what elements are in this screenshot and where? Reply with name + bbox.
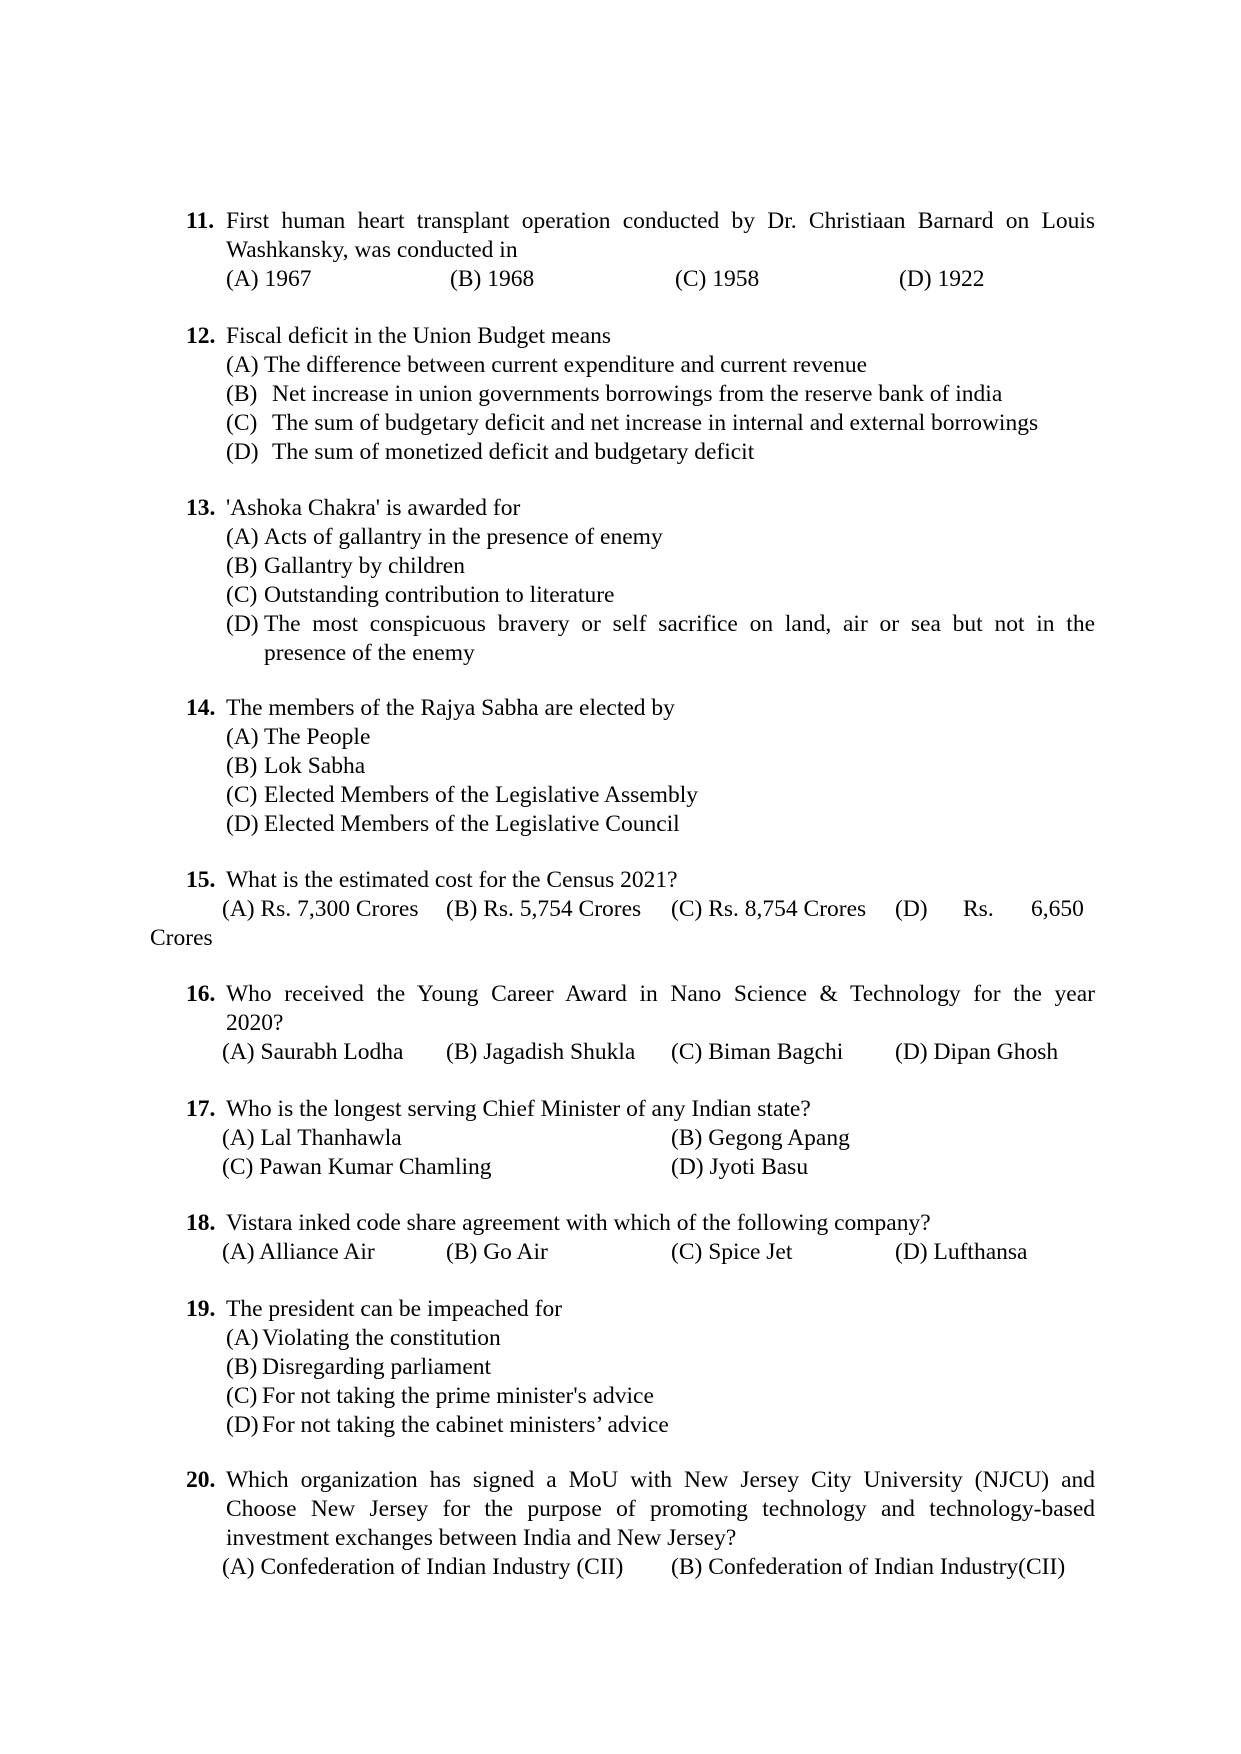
option-d-currency: Rs. bbox=[963, 896, 994, 922]
options-row bbox=[0, 895, 1241, 924]
question-stem-continued: Washkansky, was conducted in bbox=[226, 237, 518, 263]
options-row bbox=[0, 265, 1241, 294]
option-a: (A) Violating the constitution bbox=[226, 1325, 501, 1351]
option-a: (A) Saurabh Lodha bbox=[222, 1039, 404, 1065]
options-list bbox=[0, 723, 1095, 839]
option-b: (B) 1968 bbox=[450, 266, 535, 292]
question-stem: Who is the longest serving Chief Minister of any Indian state? bbox=[226, 1096, 811, 1122]
option-d: (D) For not taking the cabinet ministers’ advice bbox=[226, 1412, 669, 1438]
option-b: (B) Go Air bbox=[446, 1239, 548, 1265]
option-c: (C) For not taking the prime minister's advice bbox=[226, 1383, 654, 1409]
option-a: (A) Rs. 7,300 Crores bbox=[222, 896, 419, 922]
option-b: (B) Jagadish Shukla bbox=[446, 1039, 636, 1065]
options-row bbox=[0, 1038, 1241, 1067]
option-d: (D) 1922 bbox=[899, 266, 985, 292]
option-b: (B) Disregarding parliament bbox=[226, 1354, 492, 1380]
question-19 bbox=[0, 1295, 1241, 1440]
option-b: (B) Confederation of Indian Industry(CII) bbox=[671, 1554, 1066, 1580]
option-d-amount: 6,650 bbox=[1031, 896, 1084, 922]
question-14 bbox=[0, 694, 1241, 839]
question-20 bbox=[0, 1466, 1241, 1582]
question-stem-continued: Choose New Jersey for the purpose of promoting technology and technology-based bbox=[226, 1496, 1095, 1522]
options-row bbox=[0, 1153, 1241, 1182]
question-stem: What is the estimated cost for the Census 2021? bbox=[226, 867, 678, 893]
options-list bbox=[0, 523, 1095, 668]
option-c: (C) The sum of budgetary deficit and net increase in internal and external borrowings bbox=[226, 410, 1039, 436]
question-stem-continued: investment exchanges between India and New Jersey? bbox=[226, 1525, 737, 1551]
option-d: (D) Jyoti Basu bbox=[671, 1154, 809, 1180]
option-a: (A) 1967 bbox=[226, 266, 312, 292]
question-number: 15. bbox=[186, 867, 216, 893]
option-d-continued: presence of the enemy bbox=[264, 640, 475, 666]
option-d: (D) Lufthansa bbox=[895, 1239, 1028, 1265]
option-c: (C) Pawan Kumar Chamling bbox=[222, 1154, 492, 1180]
question-12 bbox=[0, 322, 1241, 467]
question-stem: Vistara inked code share agreement with which of the following company? bbox=[226, 1210, 931, 1236]
option-b: (B) Net increase in union governments borrowings from the reserve bank of india bbox=[226, 381, 1003, 407]
option-d: (D) The most conspicuous bravery or self sacrifice on land, air or sea but not in the bbox=[226, 611, 1095, 637]
option-d-label: (D) bbox=[895, 896, 928, 922]
question-stem: Which organization has signed a MoU with New Jersey City University (NJCU) and bbox=[226, 1467, 1095, 1493]
question-11 bbox=[0, 207, 1241, 294]
options-row bbox=[0, 1238, 1241, 1267]
options-row bbox=[0, 1124, 1241, 1153]
question-16 bbox=[0, 980, 1241, 1067]
option-a: (A) Acts of gallantry in the presence of enemy bbox=[226, 524, 663, 550]
option-c: (C) Spice Jet bbox=[671, 1239, 793, 1265]
options-list bbox=[0, 1324, 1095, 1440]
option-d-unit: Crores bbox=[150, 925, 213, 951]
question-number: 16. bbox=[186, 981, 216, 1007]
question-stem: 'Ashoka Chakra' is awarded for bbox=[226, 495, 521, 521]
option-b: (B) Gegong Apang bbox=[671, 1125, 850, 1151]
option-d: (D) Dipan Ghosh bbox=[895, 1039, 1059, 1065]
options-row-overflow bbox=[0, 924, 1241, 953]
option-c: (C) Rs. 8,754 Crores bbox=[671, 896, 867, 922]
option-a: (A) Alliance Air bbox=[222, 1239, 375, 1265]
option-b: (B) Gallantry by children bbox=[226, 553, 465, 579]
question-stem: The president can be impeached for bbox=[226, 1296, 563, 1322]
question-stem: First human heart transplant operation conducted by Dr. Christiaan Barnard on Louis bbox=[226, 208, 1095, 234]
question-number: 20. bbox=[186, 1467, 216, 1493]
question-number: 12. bbox=[186, 323, 216, 349]
option-a: (A) Confederation of Indian Industry (CII) bbox=[222, 1554, 624, 1580]
question-13 bbox=[0, 494, 1241, 668]
option-a: (A) The People bbox=[226, 724, 371, 750]
question-number: 19. bbox=[186, 1296, 216, 1322]
option-c: (C) Elected Members of the Legislative Assembly bbox=[226, 782, 698, 808]
question-17 bbox=[0, 1095, 1241, 1182]
question-stem-continued: 2020? bbox=[226, 1010, 284, 1036]
option-b: (B) Lok Sabha bbox=[226, 753, 366, 779]
option-d: (D) The sum of monetized deficit and budgetary deficit bbox=[226, 439, 755, 465]
question-stem: Fiscal deficit in the Union Budget means bbox=[226, 323, 612, 349]
question-15 bbox=[0, 866, 1241, 953]
option-b: (B) Rs. 5,754 Crores bbox=[446, 896, 642, 922]
option-a: (A) The difference between current expenditure and current revenue bbox=[226, 352, 868, 378]
question-number: 17. bbox=[186, 1096, 216, 1122]
question-stem: Who received the Young Career Award in Nano Science & Technology for the year bbox=[226, 981, 1095, 1007]
option-c: (C) 1958 bbox=[675, 266, 760, 292]
option-d: (D) Elected Members of the Legislative Council bbox=[226, 811, 680, 837]
question-number: 13. bbox=[186, 495, 216, 521]
options-row bbox=[0, 1553, 1241, 1582]
question-number: 18. bbox=[186, 1210, 216, 1236]
option-c: (C) Biman Bagchi bbox=[671, 1039, 844, 1065]
question-number: 14. bbox=[186, 695, 216, 721]
question-number: 11. bbox=[186, 208, 215, 234]
question-stem: The members of the Rajya Sabha are elected by bbox=[226, 695, 675, 721]
option-a: (A) Lal Thanhawla bbox=[222, 1125, 402, 1151]
options-list bbox=[0, 351, 1095, 467]
question-18 bbox=[0, 1209, 1241, 1267]
option-c: (C) Outstanding contribution to literature bbox=[226, 582, 615, 608]
